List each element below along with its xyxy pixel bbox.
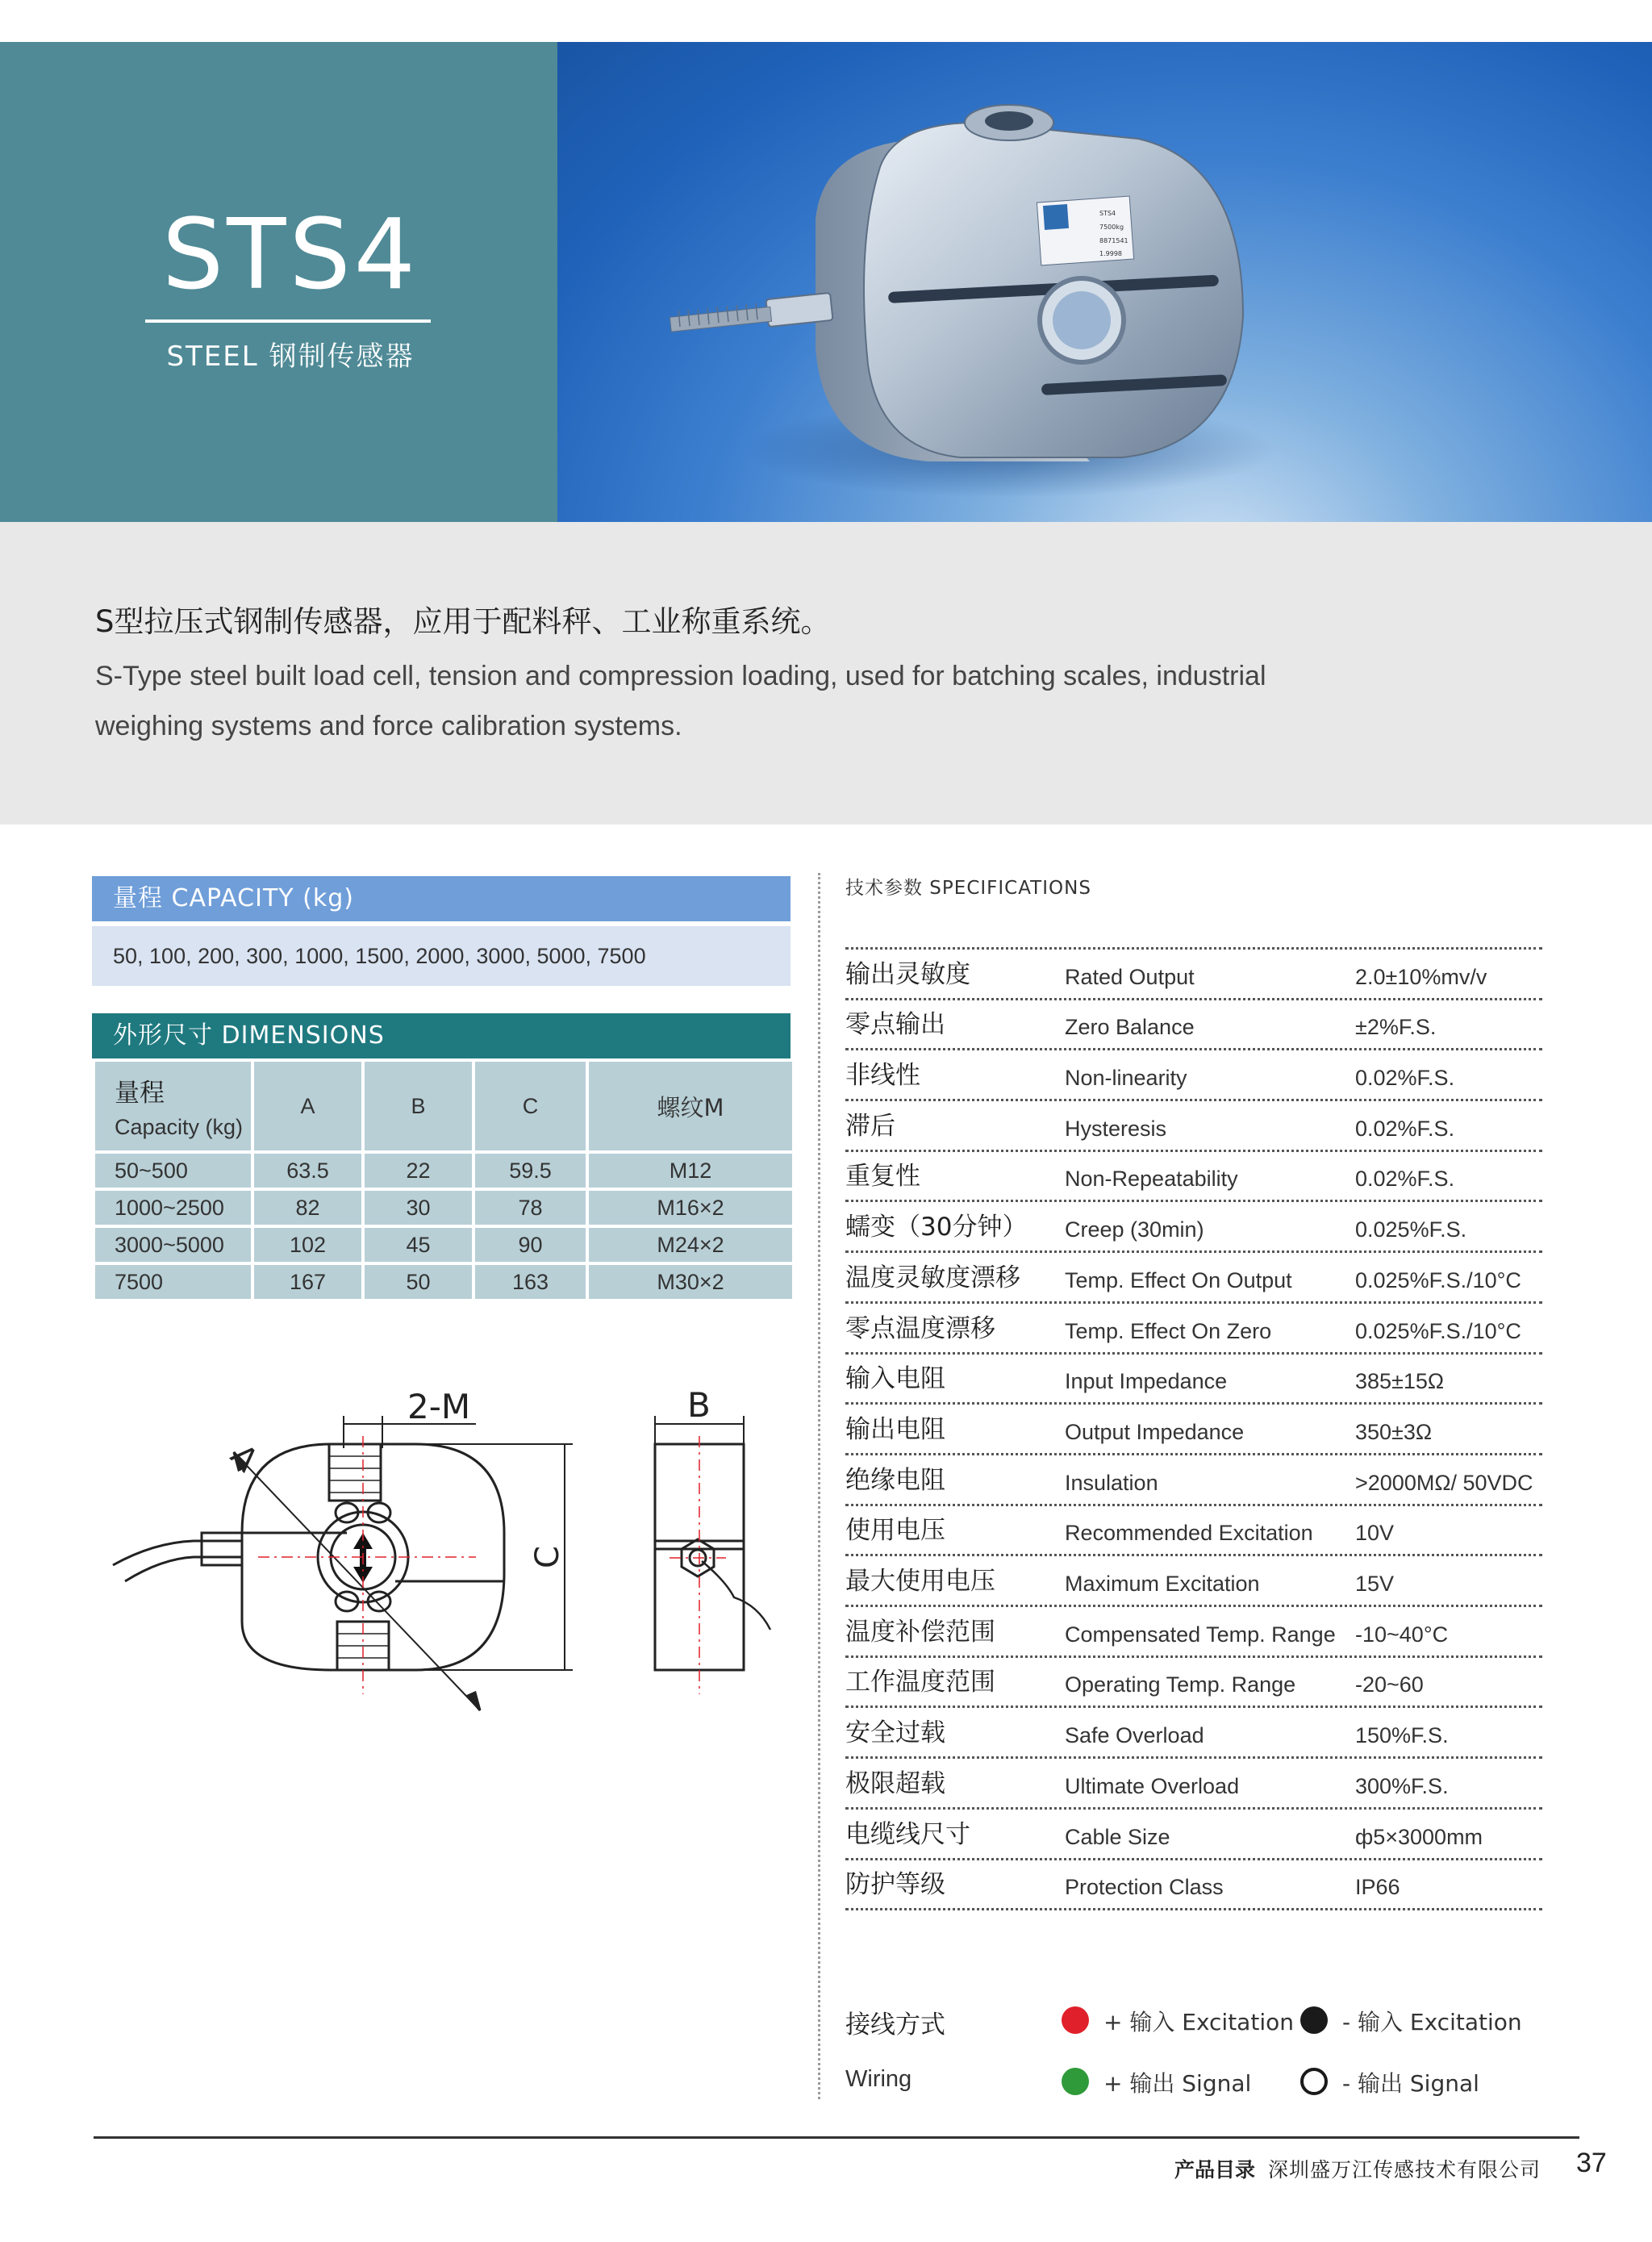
header-title-panel — [0, 42, 557, 522]
model-subtitle: STEEL 钢制传感器 — [166, 340, 415, 373]
header-capacity-en: Capacity (kg) — [115, 1115, 244, 1139]
spec-row — [845, 1101, 1542, 1152]
spec-en: Maximum Excitation — [1065, 1572, 1260, 1597]
spec-cn: 输入电阻 — [845, 1364, 945, 1394]
spec-en: Zero Balance — [1065, 1015, 1195, 1040]
svg-text:7500kg: 7500kg — [1099, 223, 1124, 231]
spec-row — [845, 1455, 1542, 1506]
label-c: C — [529, 1546, 566, 1568]
capacity-values: 50, 100, 200, 300, 1000, 1500, 2000, 3000, 5000, 7500 — [92, 926, 791, 986]
spec-row — [845, 1000, 1542, 1051]
spec-cn: 非线性 — [845, 1061, 920, 1091]
spec-cn: 蠕变（30分钟） — [845, 1213, 1028, 1242]
spec-val: 0.02%F.S. — [1355, 1116, 1455, 1141]
table-row — [94, 1263, 794, 1301]
intro-english-line-1: S-Type steel built load cell, tension and compression loading, used for batching scales, industrial — [95, 661, 1266, 691]
spec-en: Creep (30min) — [1065, 1217, 1204, 1242]
spec-cn: 温度灵敏度漂移 — [845, 1263, 1020, 1292]
spec-row — [845, 950, 1542, 1000]
spec-val: 15V — [1355, 1572, 1395, 1597]
spec-val: 10V — [1355, 1521, 1395, 1546]
column-divider — [818, 873, 820, 2099]
spec-row — [845, 1759, 1542, 1810]
spec-val: 0.025%F.S. — [1355, 1217, 1467, 1242]
spec-cn: 零点温度漂移 — [845, 1313, 995, 1343]
table-row — [94, 1189, 794, 1226]
dimensions-header: 外形尺寸 DIMENSIONS — [92, 1013, 791, 1058]
spec-en: Recommended Excitation — [1065, 1521, 1313, 1546]
table-cell: 78 — [473, 1189, 587, 1226]
spec-en: Output Impedance — [1065, 1419, 1245, 1444]
spec-val: -10~40°C — [1355, 1622, 1449, 1647]
spec-row — [845, 1152, 1542, 1203]
spec-row — [845, 1607, 1542, 1658]
table-header-row — [94, 1060, 794, 1152]
wire-color-dot — [1062, 2068, 1089, 2095]
svg-text:1.9998: 1.9998 — [1099, 250, 1122, 257]
spec-row — [845, 1860, 1542, 1911]
spec-val: ф5×3000mm — [1355, 1824, 1483, 1849]
header-col: C — [473, 1060, 587, 1152]
label-a: A — [223, 1437, 265, 1480]
svg-text:STS4: STS4 — [1099, 210, 1116, 217]
table-cell: 1000~2500 — [94, 1189, 252, 1226]
table-cell: 63.5 — [252, 1152, 363, 1189]
spec-en: Compensated Temp. Range — [1065, 1622, 1336, 1647]
spec-row — [845, 1810, 1542, 1860]
spec-val: 350±3Ω — [1355, 1419, 1433, 1444]
load-cell-photo — [557, 42, 1652, 522]
spec-cn: 滞后 — [845, 1111, 895, 1141]
table-cell: 82 — [252, 1189, 363, 1226]
spec-row — [845, 1203, 1542, 1254]
table-cell: 45 — [363, 1226, 473, 1263]
spec-val: 385±15Ω — [1355, 1369, 1445, 1394]
table-cell: 50 — [363, 1263, 473, 1301]
dimensions-table — [92, 1058, 795, 1302]
spec-cn: 绝缘电阻 — [845, 1465, 945, 1495]
title-underline — [145, 319, 431, 323]
table-cell: 22 — [363, 1152, 473, 1189]
spec-row — [845, 1405, 1542, 1455]
spec-cn: 安全过载 — [845, 1718, 945, 1748]
spec-val: 0.02%F.S. — [1355, 1167, 1455, 1192]
spec-en: Protection Class — [1065, 1875, 1224, 1900]
spec-row — [845, 1355, 1542, 1405]
spec-row — [845, 1304, 1542, 1355]
spec-val: ±2%F.S. — [1355, 1015, 1437, 1040]
model-title: STS4 — [162, 199, 419, 311]
spec-cn: 最大使用电压 — [845, 1567, 995, 1597]
spec-en: Cable Size — [1065, 1824, 1170, 1849]
table-cell: 59.5 — [473, 1152, 587, 1189]
wiring-title-en: Wiring — [845, 2066, 912, 2092]
spec-val: 2.0±10%mv/v — [1355, 964, 1487, 989]
intro-english-line-2: weighing systems and force calibration systems. — [95, 711, 682, 741]
spec-val: 0.025%F.S./10°C — [1355, 1318, 1521, 1343]
spec-en: Non-linearity — [1065, 1066, 1187, 1091]
spec-en: Rated Output — [1065, 964, 1195, 989]
header-capacity — [94, 1060, 252, 1152]
spec-val: 300%F.S. — [1355, 1773, 1449, 1798]
spec-val: 0.02%F.S. — [1355, 1066, 1455, 1091]
header-col: B — [363, 1060, 473, 1152]
table-row — [94, 1152, 794, 1189]
table-cell: 102 — [252, 1226, 363, 1263]
wiring-title-cn: 接线方式 — [845, 2010, 945, 2040]
spec-en: Ultimate Overload — [1065, 1773, 1240, 1798]
wire-color-dot — [1300, 2068, 1328, 2095]
product-photo — [557, 42, 1652, 522]
spec-row — [845, 1556, 1542, 1607]
spec-cn: 温度补偿范围 — [845, 1617, 995, 1647]
spec-cn: 使用电压 — [845, 1516, 945, 1546]
spec-en: Safe Overload — [1065, 1723, 1204, 1748]
intro-chinese: S型拉压式钢制传感器，应用于配料秤、工业称重系统。 — [95, 604, 831, 639]
table-cell: 7500 — [94, 1263, 252, 1301]
wire-color-dot — [1300, 2006, 1328, 2034]
capacity-header: 量程 CAPACITY (kg) — [92, 876, 791, 921]
spec-en: Temp. Effect On Output — [1065, 1267, 1292, 1292]
spec-cn: 极限超载 — [845, 1768, 945, 1798]
dimension-drawing — [81, 1388, 791, 1775]
spec-val: 0.025%F.S./10°C — [1355, 1267, 1521, 1292]
header-col: 螺纹M — [587, 1060, 794, 1152]
wire-label: + 输出 Signal — [1103, 2070, 1252, 2097]
spec-val: -20~60 — [1355, 1672, 1424, 1697]
svg-text:8871541: 8871541 — [1099, 237, 1128, 244]
wire-label: - 输入 Excitation — [1342, 2009, 1522, 2035]
label-2m: 2-M — [407, 1388, 471, 1426]
header-capacity-cn: 量程 — [115, 1079, 165, 1108]
header-col: A — [252, 1060, 363, 1152]
spec-row — [845, 1709, 1542, 1760]
table-row — [94, 1226, 794, 1263]
footer-catalog: 产品目录 — [1174, 2158, 1256, 2181]
page-number: 37 — [1576, 2148, 1607, 2178]
spec-cn: 重复性 — [845, 1162, 920, 1192]
table-cell: M12 — [587, 1152, 794, 1189]
spec-cn: 电缆线尺寸 — [845, 1819, 970, 1849]
spec-val: >2000MΩ/ 50VDC — [1355, 1470, 1533, 1495]
spec-cn: 工作温度范围 — [845, 1668, 995, 1697]
spec-cn: 输出灵敏度 — [845, 959, 970, 989]
spec-cn: 输出电阻 — [845, 1414, 945, 1444]
footer-company: 深圳盛万江传感技术有限公司 — [1268, 2158, 1541, 2181]
table-cell: 163 — [473, 1263, 587, 1301]
spec-row — [845, 1506, 1542, 1557]
spec-val: 150%F.S. — [1355, 1723, 1449, 1748]
intro-section — [0, 522, 1652, 825]
intro-english — [95, 651, 1305, 751]
spec-row — [845, 1658, 1542, 1709]
table-cell: 90 — [473, 1226, 587, 1263]
spec-cn: 防护等级 — [845, 1870, 945, 1900]
header-banner — [0, 42, 1652, 522]
footer-rule — [94, 2136, 1579, 2139]
spec-val: IP66 — [1355, 1875, 1400, 1900]
wire-color-dot — [1062, 2006, 1089, 2034]
table-cell: 3000~5000 — [94, 1226, 252, 1263]
label-b: B — [687, 1388, 711, 1425]
table-cell: 30 — [363, 1189, 473, 1226]
table-cell: M30×2 — [587, 1263, 794, 1301]
spec-en: Hysteresis — [1065, 1116, 1167, 1141]
specifications-title: 技术参数 SPECIFICATIONS — [845, 878, 1091, 899]
table-cell: 50~500 — [94, 1152, 252, 1189]
spec-en: Non-Repeatability — [1065, 1167, 1238, 1192]
table-cell: 167 — [252, 1263, 363, 1301]
product-label-plate — [1037, 196, 1133, 265]
spec-row — [845, 1253, 1542, 1304]
wire-label: - 输出 Signal — [1342, 2070, 1479, 2097]
table-cell: M16×2 — [587, 1189, 794, 1226]
wire-label: + 输入 Excitation — [1103, 2009, 1294, 2035]
table-cell: M24×2 — [587, 1226, 794, 1263]
spec-en: Input Impedance — [1065, 1369, 1228, 1394]
spec-cn: 零点输出 — [845, 1010, 945, 1040]
spec-en: Temp. Effect On Zero — [1065, 1318, 1272, 1343]
spec-row — [845, 1050, 1542, 1101]
spec-en: Operating Temp. Range — [1065, 1672, 1296, 1697]
spec-en: Insulation — [1065, 1470, 1158, 1495]
